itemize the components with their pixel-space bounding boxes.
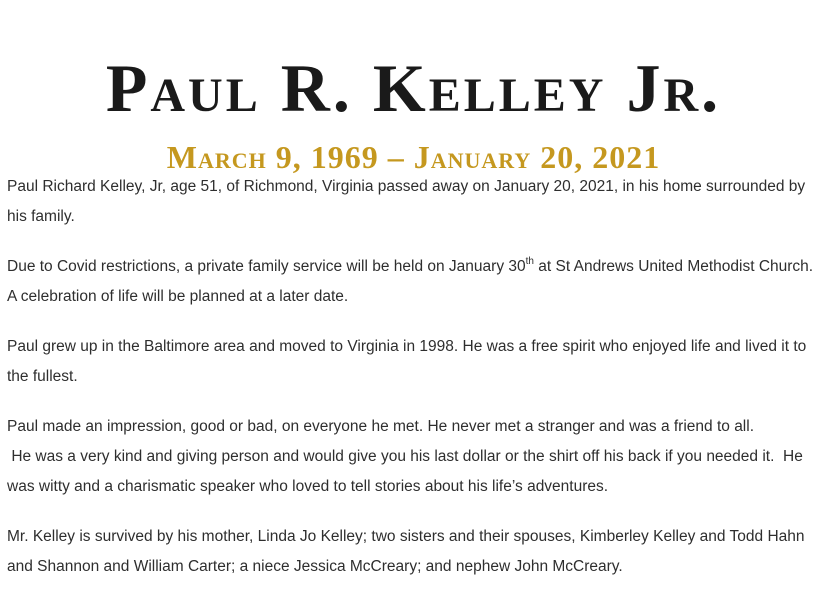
life-dates: March 9, 1969 – January 20, 2021	[166, 138, 661, 175]
paragraph-survivors	[7, 522, 819, 582]
paragraph-survivors-text: Mr. Kelley is survived by his mother, Linda Jo Kelley; two sisters and their spouses, Kimberley Kelley and Todd Hahn and Shannon and William Carter; a niece Jessica McCreary; and nephew John McCreary.	[7, 528, 805, 575]
paragraph-service-text-end: at St Andrews United Methodist Church. A celebration of life will be planned at a later date.	[7, 258, 814, 305]
obituary-body	[7, 172, 819, 602]
page-title: Paul R. Kelley Jr.	[105, 49, 722, 126]
paragraph-service	[7, 252, 819, 312]
paragraph-passing-text: Paul Richard Kelley, Jr, age 51, of Richmond, Virginia passed away on January 20, 2021, in his home surrounded by his family.	[7, 178, 806, 225]
paragraph-character-line2: He was a very kind and giving person and would give you his last dollar or the shirt off his back if you needed it. He was witty and a charismatic speaker who loved to tell stories about his life’s adventures.	[7, 448, 808, 495]
ordinal-suffix: th	[525, 256, 534, 267]
paragraph-service-text-start: Due to Covid restrictions, a private family service will be held on January 30	[7, 258, 526, 275]
paragraph-background	[7, 332, 819, 392]
paragraph-character-line1: Paul made an impression, good or bad, on everyone he met. He never met a stranger and was a friend to all.	[7, 418, 755, 435]
paragraph-background-text: Paul grew up in the Baltimore area and moved to Virginia in 1998. He was a free spirit who enjoyed life and lived it to the fullest.	[7, 338, 807, 385]
paragraph-character	[7, 412, 819, 502]
paragraph-passing	[7, 172, 819, 232]
